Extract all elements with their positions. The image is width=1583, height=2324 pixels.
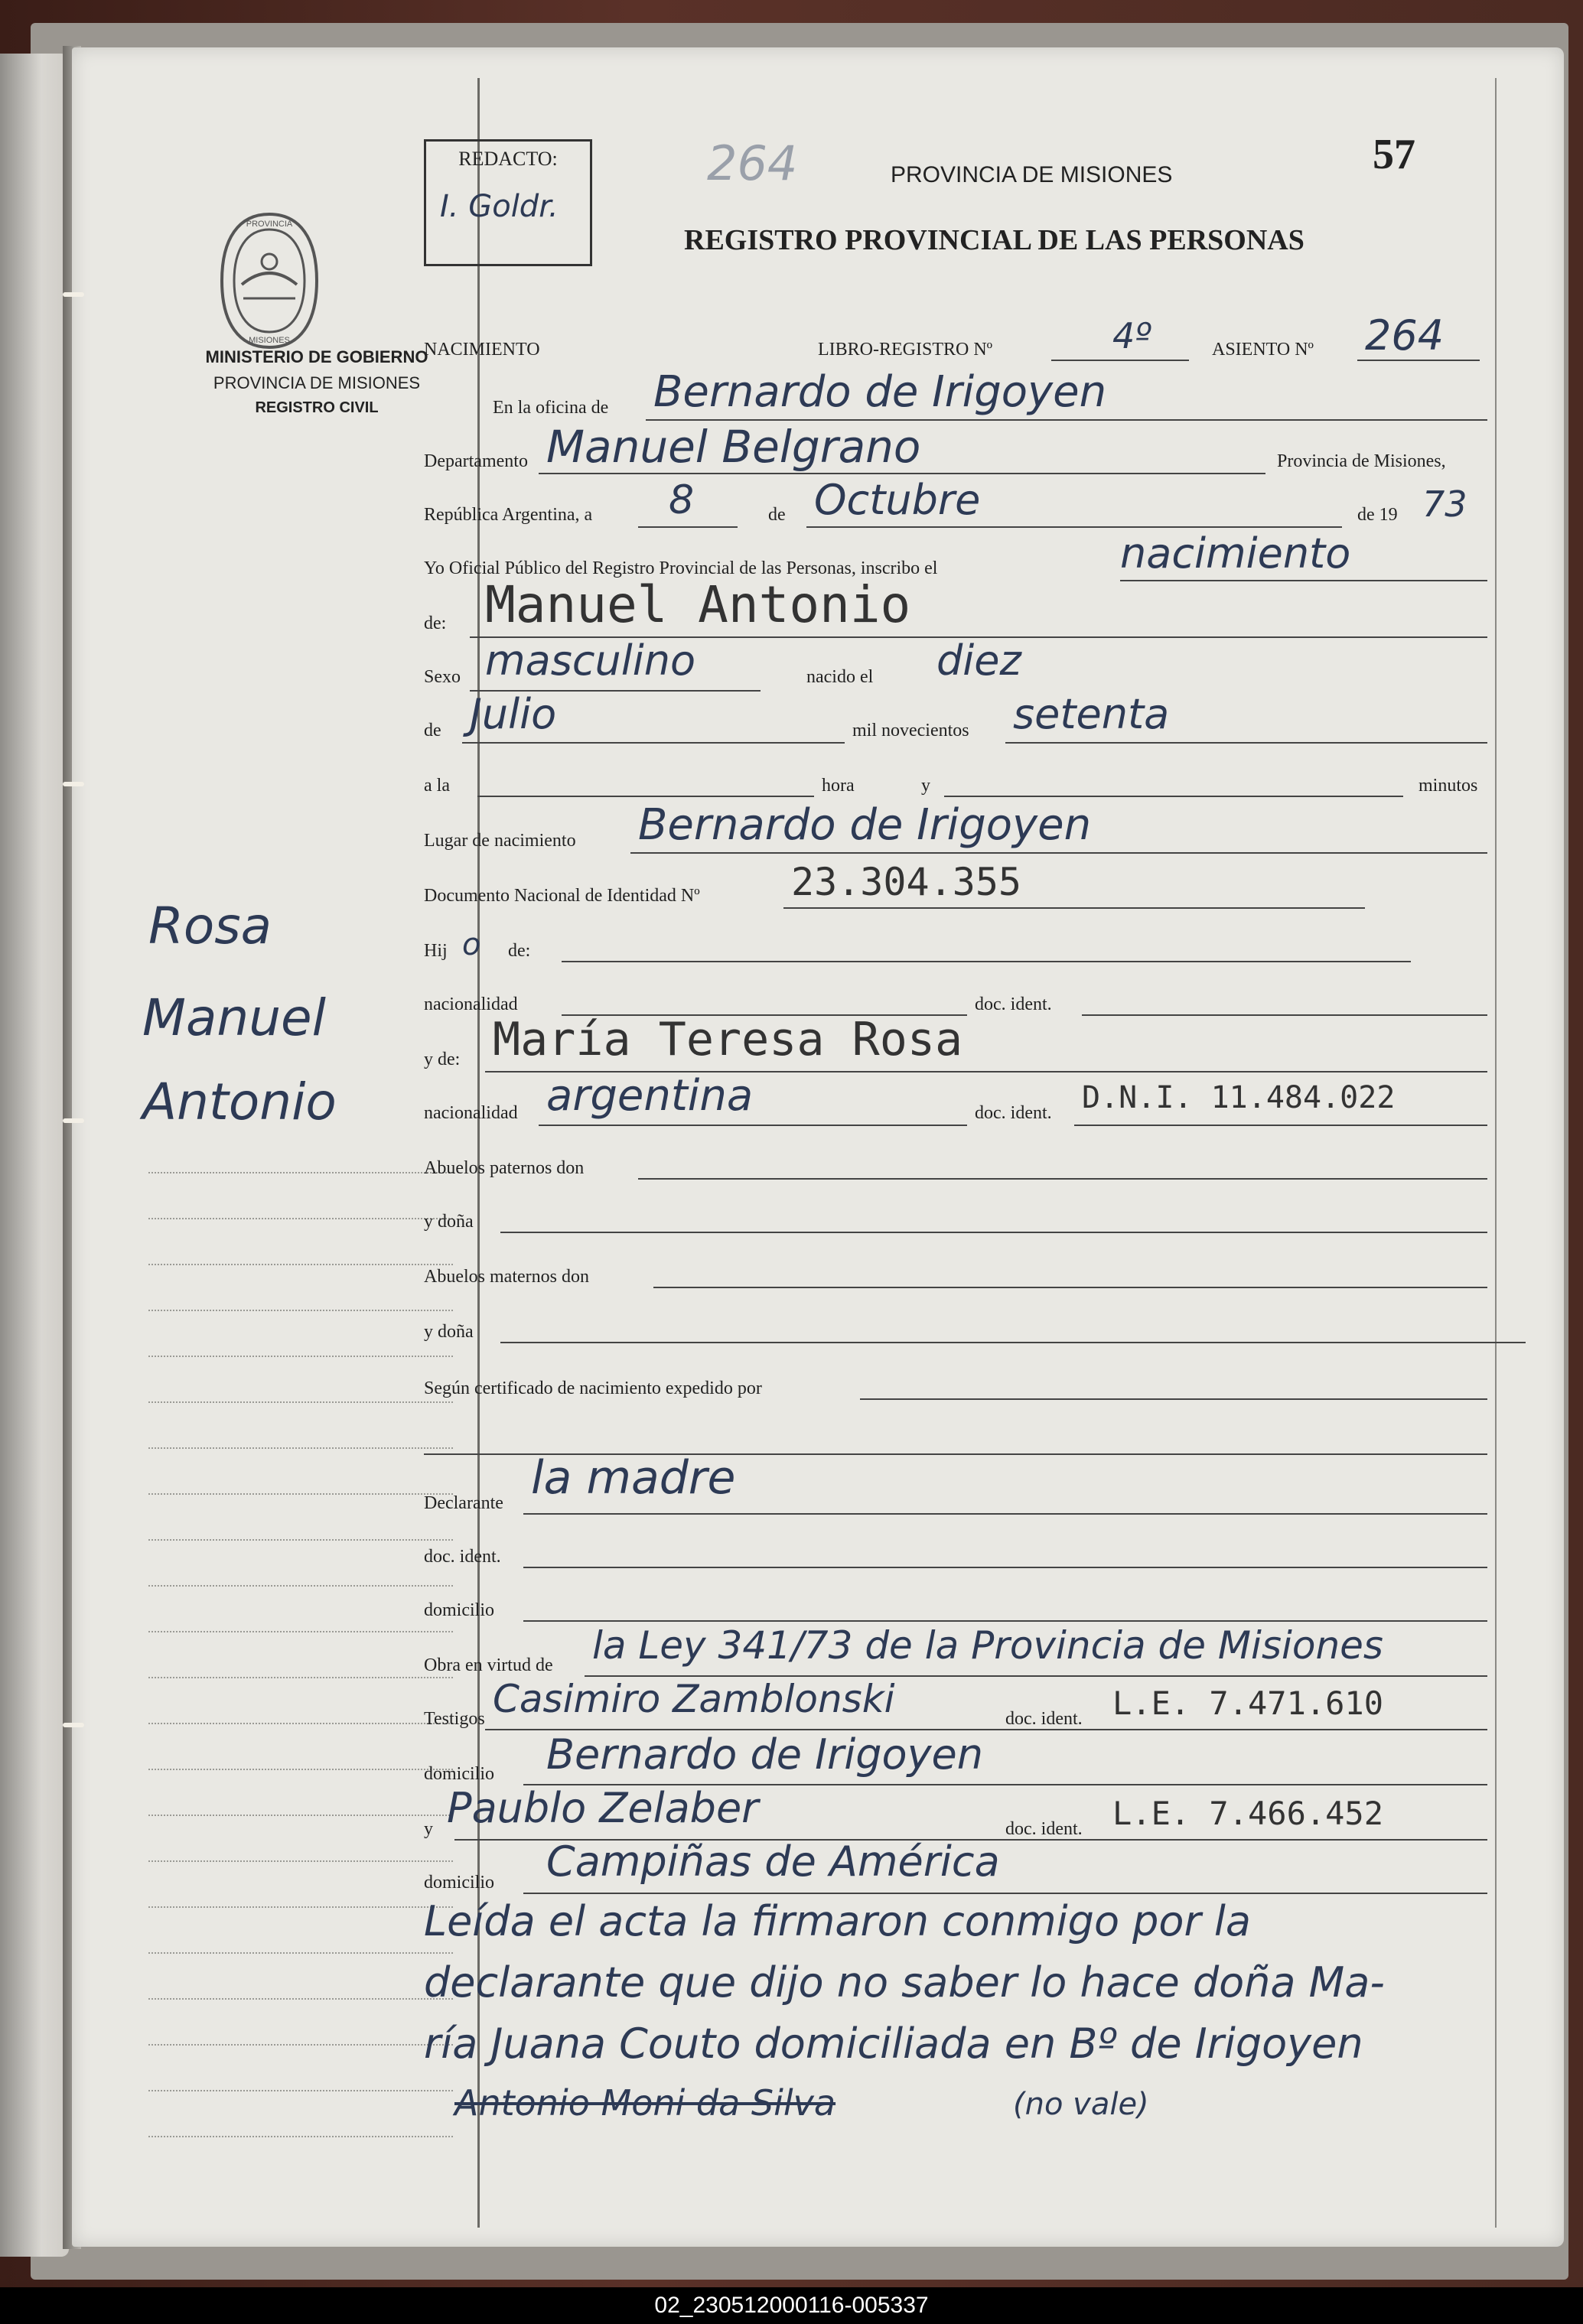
margin-line: [148, 1401, 453, 1403]
provincia-label: Provincia de Misiones,: [1277, 451, 1446, 471]
mil-novecientos-label: mil novecientos: [852, 721, 969, 740]
doc-declarante-line: [523, 1567, 1487, 1568]
left-page-edge: [0, 54, 69, 2257]
dni-line: [783, 907, 1365, 909]
dia-line: [638, 526, 738, 528]
lugar-line: [630, 852, 1487, 854]
doc-ident-madre-label: doc. ident.: [975, 1103, 1052, 1123]
padre-line: [562, 961, 1411, 962]
de-anio-label: de 19: [1357, 505, 1398, 525]
departamento-value: Manuel Belgrano: [546, 421, 921, 473]
right-vertical-rule: [1495, 78, 1497, 2228]
binding-stitch: [63, 292, 84, 297]
domicilio-declarante-label: domicilio: [424, 1600, 494, 1620]
libro-value: 4º: [1112, 315, 1151, 356]
oficina-value: Bernardo de Irigoyen: [653, 367, 1107, 417]
margin-line: [148, 1723, 453, 1724]
margin-line: [148, 1769, 453, 1770]
abuela-paterna-line: [500, 1232, 1487, 1233]
testigo-1-doc-value: L.E. 7.471.610: [1112, 1684, 1384, 1722]
margin-line: [148, 1585, 453, 1587]
margin-line: [148, 1952, 453, 1954]
abuelos-maternos-line: [653, 1287, 1487, 1288]
handwritten-number: 264: [707, 135, 798, 191]
margin-line: [148, 1860, 453, 1862]
office-line-1: MINISTERIO DE GOBIERNO: [205, 347, 428, 366]
margin-line: [148, 1356, 453, 1357]
a-la-label: a la: [424, 776, 450, 796]
oficina-label: En la oficina de: [493, 398, 609, 418]
binding-stitch: [63, 1118, 84, 1123]
margin-line: [148, 2044, 453, 2046]
office-line-2: PROVINCIA DE MISIONES: [213, 373, 421, 392]
abuela-materna-line: [500, 1342, 1526, 1343]
margin-line: [148, 1264, 453, 1265]
obra-value: la Ley 341/73 de la Provincia de Misiones: [592, 1623, 1383, 1668]
de-label: de: [768, 505, 786, 525]
doc-ident-padre-label: doc. ident.: [975, 994, 1052, 1014]
lugar-value: Bernardo de Irigoyen: [638, 800, 1092, 850]
segun-line-1: [860, 1398, 1487, 1400]
y-dona-paterna-label: y doña: [424, 1212, 474, 1232]
margin-line: [148, 1218, 453, 1219]
province-heading: PROVINCIA DE MISIONES: [891, 162, 1173, 187]
mes-nacimiento-value: Julio: [470, 690, 557, 738]
minutos-label: minutos: [1419, 776, 1478, 796]
doc-ident-testigo-2-label: doc. ident.: [1005, 1819, 1083, 1839]
nombre-value: Manuel Antonio: [485, 575, 911, 634]
hijo-gender-letter: o: [462, 927, 481, 962]
office-line-3: REGISTRO CIVIL: [255, 399, 379, 416]
testigo-2-domicilio-line: [523, 1893, 1487, 1894]
lugar-label: Lugar de nacimiento: [424, 831, 576, 851]
acto-line: [1120, 580, 1487, 581]
margin-line: [148, 1539, 453, 1541]
nota-no-vale: (no vale): [1013, 2087, 1149, 2122]
nacido-value: diez: [936, 636, 1021, 685]
dni-label: Documento Nacional de Identidad Nº: [424, 886, 700, 906]
testigo-2-doc-value: L.E. 7.466.452: [1112, 1795, 1384, 1832]
madre-nacionalidad-value: argentina: [546, 1071, 754, 1121]
y-dona-materna-label: y doña: [424, 1322, 474, 1342]
declarante-value: la madre: [531, 1451, 736, 1505]
margin-line: [148, 1310, 453, 1311]
nacido-label: nacido el: [806, 667, 874, 687]
nota-linea-1: Leída el acta la firmaron conmigo por la: [424, 1897, 1251, 1945]
testigo-1-domicilio-value: Bernardo de Irigoyen: [546, 1730, 983, 1779]
hora-line: [477, 796, 814, 797]
departamento-label: Departamento: [424, 451, 528, 471]
registry-heading: REGISTRO PROVINCIAL DE LAS PERSONAS: [684, 224, 1305, 256]
testigos-label: Testigos: [424, 1709, 485, 1729]
margin-line: [148, 1998, 453, 2000]
mes-value: Octubre: [814, 476, 981, 524]
register-page: [72, 47, 1564, 2247]
scan-id-footer: 02_230512000116-005337: [0, 2287, 1583, 2324]
declarante-label: Declarante: [424, 1493, 503, 1513]
margin-surname: Rosa: [148, 897, 272, 955]
binding-stitch: [63, 1723, 84, 1727]
doc-ident-declarante-label: doc. ident.: [424, 1547, 501, 1567]
margin-line: [148, 1815, 453, 1816]
segun-certificado-label: Según certificado de nacimiento expedido por: [424, 1378, 762, 1398]
asiento-label: ASIENTO Nº: [1212, 340, 1314, 360]
anio-nacimiento-value: setenta: [1013, 690, 1170, 738]
doc-padre-line: [1082, 1014, 1487, 1016]
margin-line: [148, 1677, 453, 1678]
declarante-line: [523, 1513, 1487, 1515]
madre-value: María Teresa Rosa: [493, 1013, 963, 1066]
testigo-2-value: Paublo Zelaber: [447, 1784, 759, 1832]
nota-linea-2: declarante que dijo no saber lo hace doña Ma-: [424, 1958, 1385, 2007]
libro-label: LIBRO-REGISTRO Nº: [818, 340, 993, 360]
nacionalidad-madre-line: [539, 1125, 967, 1126]
y-de-label: y de:: [424, 1050, 461, 1069]
anio-nacimiento-line: [1005, 742, 1487, 744]
testigo-1-value: Casimiro Zamblonski: [493, 1677, 895, 1721]
redacto-value: I. Goldr.: [440, 189, 559, 224]
nota-linea-3: ría Juana Couto domiciliada en Bº de Irigoyen: [424, 2020, 1363, 2068]
y-label: y: [921, 776, 930, 796]
madre-doc-value: D.N.I. 11.484.022: [1082, 1080, 1396, 1115]
margin-second-name: Antonio: [142, 1072, 337, 1131]
margin-line: [148, 2090, 453, 2091]
dia-value: 8: [669, 477, 695, 523]
de-label-3: de: [424, 721, 441, 740]
nacionalidad-madre-label: nacionalidad: [424, 1103, 518, 1123]
abuelos-paternos-line: [638, 1178, 1487, 1180]
sexo-label: Sexo: [424, 667, 461, 687]
record-type-label: NACIMIENTO: [424, 340, 540, 360]
redacto-label: REDACTO:: [458, 148, 558, 170]
minutos-line: [944, 796, 1403, 797]
y-testigo-label: y: [424, 1819, 433, 1839]
anio-value: 73: [1422, 483, 1467, 525]
asiento-line: [1357, 360, 1480, 361]
doc-ident-testigo-1-label: doc. ident.: [1005, 1709, 1083, 1729]
redacto-box: [424, 139, 592, 266]
obra-label: Obra en virtud de: [424, 1655, 553, 1675]
departamento-line: [539, 473, 1265, 474]
hijo-label: Hij: [424, 941, 448, 961]
nacionalidad-padre-label: nacionalidad: [424, 994, 518, 1014]
de-label-4: de:: [508, 941, 531, 961]
margin-line: [148, 1172, 453, 1173]
domicilio-testigo-2-label: domicilio: [424, 1873, 494, 1893]
margin-line: [148, 1906, 453, 1908]
de-label-2: de:: [424, 614, 447, 633]
mes-nacimiento-line: [462, 742, 845, 744]
nota-tachado: Antonio Moni da Silva: [454, 2082, 836, 2124]
republica-label: República Argentina, a: [424, 505, 593, 525]
testigo-2-domicilio-value: Campiñas de América: [546, 1837, 1000, 1886]
margin-line: [148, 1493, 453, 1495]
abuelos-paternos-label: Abuelos paternos don: [424, 1158, 585, 1178]
sexo-value: masculino: [485, 636, 696, 685]
mes-line: [806, 526, 1342, 528]
seal-text-top: PROVINCIA: [246, 220, 293, 229]
asiento-value: 264: [1365, 311, 1445, 360]
provincial-seal-icon: [216, 208, 323, 353]
domicilio-testigo-1-label: domicilio: [424, 1764, 494, 1784]
page-number: 57: [1373, 131, 1415, 178]
margin-first-name: Manuel: [142, 988, 326, 1047]
seal-text-bottom: MISIONES: [249, 336, 290, 345]
hora-label: hora: [822, 776, 855, 796]
dni-value: 23.304.355: [791, 860, 1022, 904]
libro-line: [1051, 360, 1189, 361]
domicilio-declarante-line: [523, 1620, 1487, 1622]
binding-stitch: [63, 782, 84, 786]
margin-line: [148, 1447, 453, 1449]
abuelos-maternos-label: Abuelos maternos don: [424, 1267, 589, 1287]
acto-value: nacimiento: [1120, 529, 1351, 578]
yo-oficial-label: Yo Oficial Público del Registro Provincial de las Personas, inscribo el: [424, 558, 938, 578]
margin-line: [148, 1631, 453, 1632]
doc-madre-line: [1074, 1125, 1487, 1126]
margin-line: [148, 2136, 453, 2137]
